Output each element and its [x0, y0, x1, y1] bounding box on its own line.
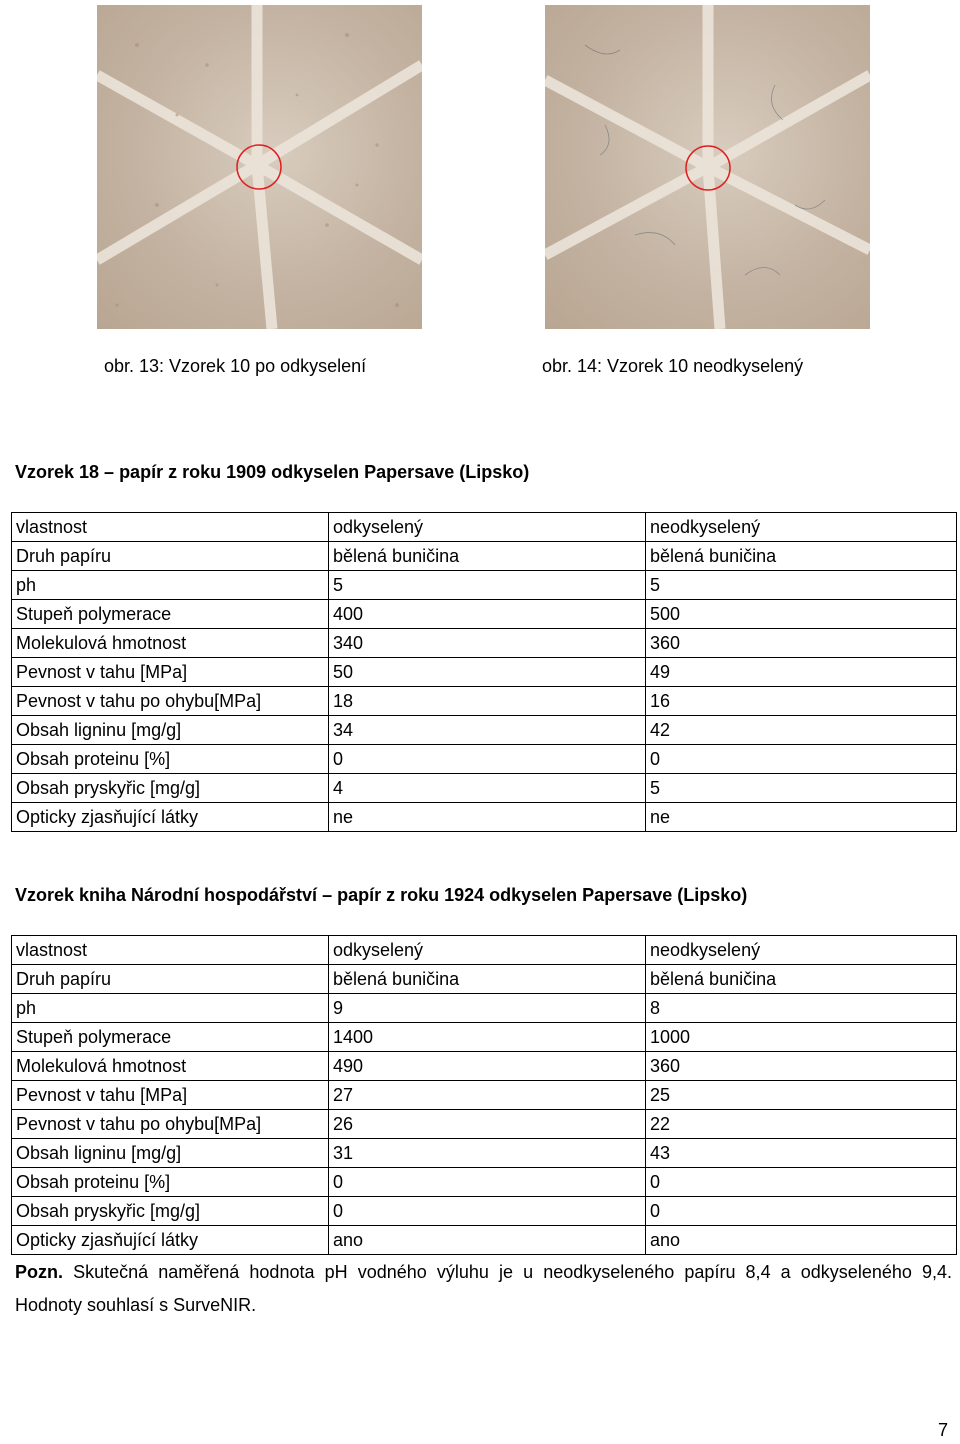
- note-paragraph: [15, 1256, 952, 1322]
- table-cell: 27: [329, 1081, 646, 1110]
- table-cell: ph: [12, 994, 329, 1023]
- table-row: [12, 803, 957, 832]
- book-sample-heading: Vzorek kniha Národní hospodářství – papír z roku 1924 odkyselen Papersave (Lipsko): [15, 885, 748, 905]
- sample-10-deacidified-photo: [97, 5, 422, 329]
- table-cell: 0: [646, 1168, 957, 1197]
- table-cell: ne: [329, 803, 646, 832]
- table-cell: bělená buničina: [646, 542, 957, 571]
- table-cell: Obsah pryskyřic [mg/g]: [12, 1197, 329, 1226]
- table-cell: ano: [329, 1226, 646, 1255]
- sample-10-not-deacidified-photo: [545, 5, 870, 329]
- table-cell: Pevnost v tahu [MPa]: [12, 658, 329, 687]
- table-row: [12, 571, 957, 600]
- note-text: Skutečná naměřená hodnota pH vodného výluhu je u neodkyseleného papíru 8,4 a odkyseleného 9,4. Hodnoty souhlasí s SurveNIR.: [15, 1262, 952, 1315]
- table-row: [12, 513, 957, 542]
- table-row: [12, 1197, 957, 1226]
- table-row: [12, 542, 957, 571]
- table-cell: Opticky zjasňující látky: [12, 803, 329, 832]
- table-cell: 43: [646, 1139, 957, 1168]
- table-cell: 360: [646, 1052, 957, 1081]
- table-row: [12, 1052, 957, 1081]
- table-cell: 5: [646, 571, 957, 600]
- table-row: [12, 716, 957, 745]
- page-number: 7: [938, 1420, 949, 1440]
- table-cell: ph: [12, 571, 329, 600]
- table-cell: 26: [329, 1110, 646, 1139]
- table-row: [12, 1081, 957, 1110]
- table-row: [12, 687, 957, 716]
- table-cell: Pevnost v tahu [MPa]: [12, 1081, 329, 1110]
- table-cell: Obsah proteinu [%]: [12, 1168, 329, 1197]
- table-cell: 25: [646, 1081, 957, 1110]
- table-cell: Obsah proteinu [%]: [12, 745, 329, 774]
- table-cell: 50: [329, 658, 646, 687]
- table-cell: 490: [329, 1052, 646, 1081]
- table-cell: neodkyselený: [646, 513, 957, 542]
- table-row: [12, 994, 957, 1023]
- table-cell: 18: [329, 687, 646, 716]
- table-cell: 340: [329, 629, 646, 658]
- table-cell: ne: [646, 803, 957, 832]
- table-cell: Druh papíru: [12, 965, 329, 994]
- book-sample-properties-table: [11, 935, 957, 1255]
- table-cell: 42: [646, 716, 957, 745]
- figure-14-caption: obr. 14: Vzorek 10 neodkyselený: [542, 356, 804, 376]
- table-cell: 500: [646, 600, 957, 629]
- table-row: [12, 745, 957, 774]
- sample-18-heading: Vzorek 18 – papír z roku 1909 odkyselen Papersave (Lipsko): [15, 462, 530, 482]
- table-cell: Opticky zjasňující látky: [12, 1226, 329, 1255]
- table-cell: 360: [646, 629, 957, 658]
- table-row: [12, 1023, 957, 1052]
- table-cell: Stupeň polymerace: [12, 1023, 329, 1052]
- table-row: [12, 936, 957, 965]
- microscope-image: [545, 5, 870, 329]
- table-cell: vlastnost: [12, 936, 329, 965]
- table-cell: 0: [646, 1197, 957, 1226]
- table-cell: 9: [329, 994, 646, 1023]
- table-cell: Molekulová hmotnost: [12, 1052, 329, 1081]
- table-row: [12, 965, 957, 994]
- table-cell: Druh papíru: [12, 542, 329, 571]
- table-row: [12, 1168, 957, 1197]
- table-cell: vlastnost: [12, 513, 329, 542]
- table-cell: 1000: [646, 1023, 957, 1052]
- table-cell: bělená buničina: [329, 965, 646, 994]
- table-row: [12, 1110, 957, 1139]
- table-row: [12, 774, 957, 803]
- sample-18-properties-table: [11, 512, 957, 832]
- table-cell: 16: [646, 687, 957, 716]
- figure-13-caption: obr. 13: Vzorek 10 po odkyselení: [104, 356, 367, 376]
- table-cell: 0: [329, 1197, 646, 1226]
- table-cell: 5: [646, 774, 957, 803]
- table-cell: bělená buničina: [646, 965, 957, 994]
- table-cell: Obsah pryskyřic [mg/g]: [12, 774, 329, 803]
- note-label: Pozn.: [15, 1262, 63, 1282]
- table-cell: 4: [329, 774, 646, 803]
- table-cell: Stupeň polymerace: [12, 600, 329, 629]
- table-cell: Obsah ligninu [mg/g]: [12, 1139, 329, 1168]
- microscope-image: [97, 5, 422, 329]
- table-cell: 5: [329, 571, 646, 600]
- table-cell: 0: [329, 745, 646, 774]
- table-cell: 0: [329, 1168, 646, 1197]
- table-cell: odkyselený: [329, 936, 646, 965]
- table-cell: 400: [329, 600, 646, 629]
- table-cell: 22: [646, 1110, 957, 1139]
- table-row: [12, 629, 957, 658]
- table-cell: 34: [329, 716, 646, 745]
- table-row: [12, 1139, 957, 1168]
- table-row: [12, 600, 957, 629]
- table-cell: bělená buničina: [329, 542, 646, 571]
- table-cell: neodkyselený: [646, 936, 957, 965]
- table-cell: 0: [646, 745, 957, 774]
- table-row: [12, 658, 957, 687]
- table-cell: Pevnost v tahu po ohybu[MPa]: [12, 1110, 329, 1139]
- table-cell: Molekulová hmotnost: [12, 629, 329, 658]
- table-cell: 31: [329, 1139, 646, 1168]
- table-cell: Obsah ligninu [mg/g]: [12, 716, 329, 745]
- table-cell: 8: [646, 994, 957, 1023]
- table-row: [12, 1226, 957, 1255]
- table-cell: 49: [646, 658, 957, 687]
- table-cell: odkyselený: [329, 513, 646, 542]
- table-cell: Pevnost v tahu po ohybu[MPa]: [12, 687, 329, 716]
- table-cell: ano: [646, 1226, 957, 1255]
- table-cell: 1400: [329, 1023, 646, 1052]
